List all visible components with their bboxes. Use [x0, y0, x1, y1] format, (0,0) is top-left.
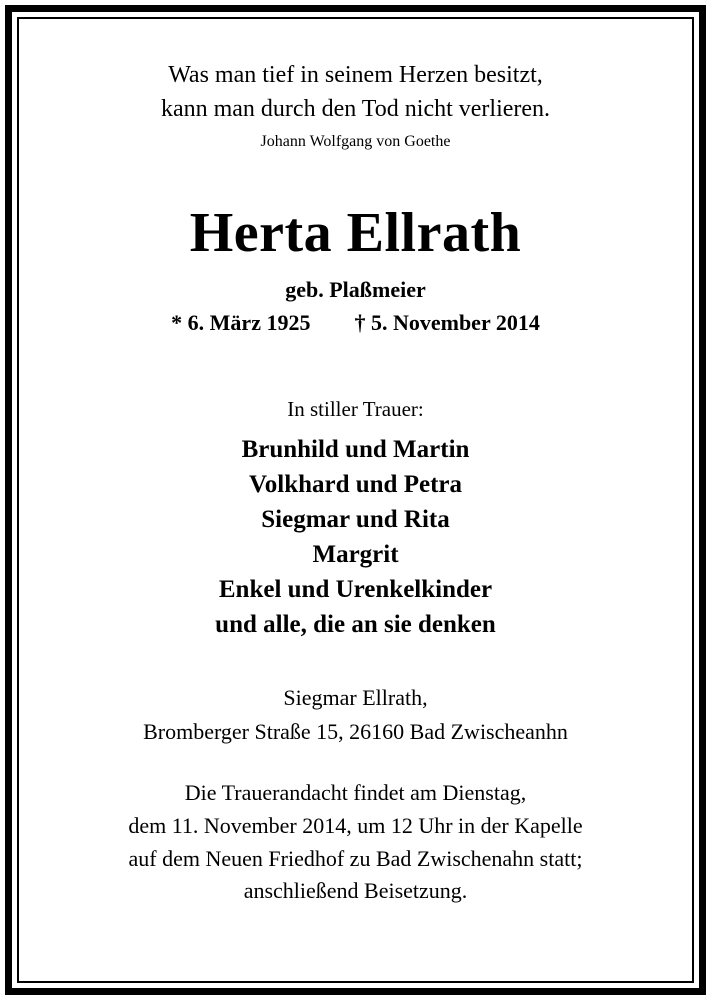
service-line: anschließend Beisetzung.: [243, 878, 468, 903]
mourner-line: und alle, die an sie denken: [215, 611, 496, 638]
quote-author: Johann Wolfgang von Goethe: [260, 133, 451, 150]
quote-line-2: kann man durch den Tod nicht verlieren.: [160, 96, 551, 122]
mourners-intro: In stiller Trauer:: [287, 397, 424, 421]
birth-date: * 6. März 1925: [171, 310, 311, 335]
service-line: Die Trauerandacht findet am Dienstag,: [184, 780, 527, 805]
quote-line-1: Was man tief in seinem Herzen besitzt,: [168, 62, 543, 88]
service-line: dem 11. November 2014, um 12 Uhr in der Kapelle: [128, 813, 583, 838]
maiden-name: geb. Plaßmeier: [285, 277, 426, 302]
mourner-line: Brunhild und Martin: [241, 436, 470, 463]
contact-name: Siegmar Ellrath,: [283, 685, 428, 710]
mourner-line: Siegmar und Rita: [261, 506, 450, 533]
death-date: † 5. November 2014: [354, 310, 540, 335]
mourner-line: Margrit: [312, 541, 399, 568]
deceased-name: Herta Ellrath: [189, 202, 522, 264]
life-dates: [0, 309, 711, 337]
service-line: auf dem Neuen Friedhof zu Bad Zwischenahn statt;: [128, 846, 583, 871]
mourner-line: Enkel und Urenkelkinder: [218, 576, 493, 603]
contact-address: Bromberger Straße 15, 26160 Bad Zwischeanhn: [143, 719, 568, 744]
mourner-line: Volkhard und Petra: [248, 471, 462, 498]
